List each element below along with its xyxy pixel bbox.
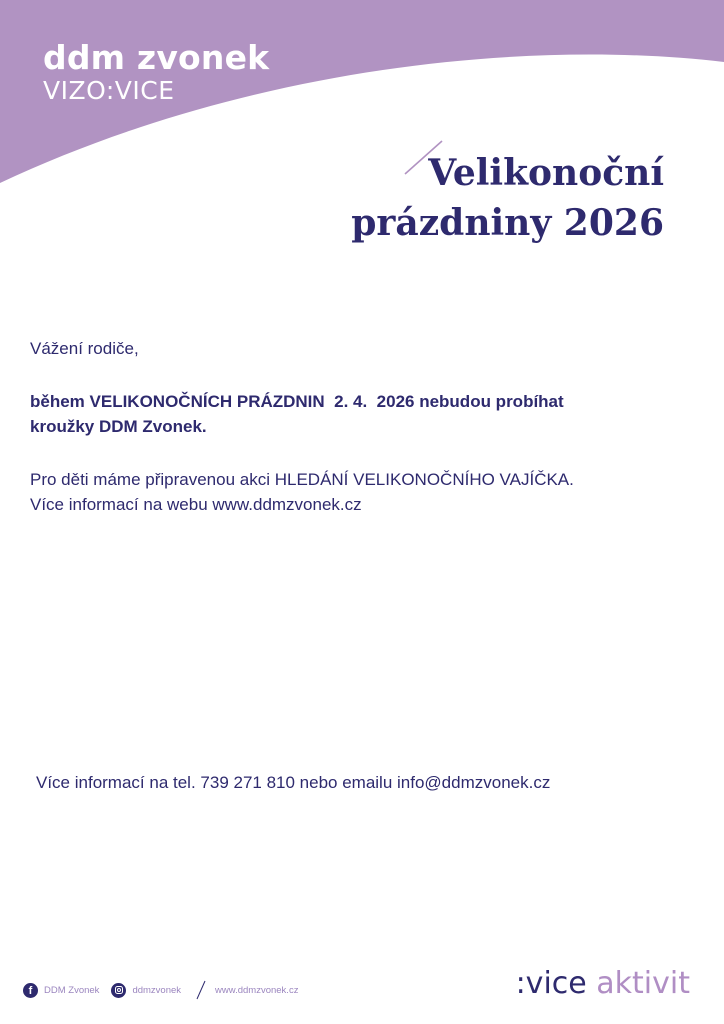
website-label: www.ddmzvonek.cz bbox=[215, 984, 299, 996]
instagram-label: ddmzvonek bbox=[132, 984, 182, 996]
event-info bbox=[30, 467, 670, 517]
brand-name: ddm zvonek bbox=[43, 38, 270, 77]
facebook-icon bbox=[23, 983, 38, 998]
title-line-1: Velikonoční bbox=[428, 152, 664, 194]
footer bbox=[23, 980, 298, 1000]
brand-logo bbox=[43, 40, 269, 104]
logo-part-1: :vice bbox=[515, 966, 587, 1001]
greeting: Vážení rodiče, bbox=[30, 339, 139, 358]
page-title bbox=[351, 148, 664, 248]
facebook-label: DDM Zvonek bbox=[44, 984, 100, 996]
event-info-line-2: Více informací na webu www.ddmzvonek.cz bbox=[30, 495, 362, 514]
holiday-notice-line-2: kroužky DDM Zvonek. bbox=[30, 417, 207, 436]
letter-body bbox=[30, 336, 670, 517]
title-line-2: prázdniny 2026 bbox=[351, 202, 664, 244]
footer-slash-divider bbox=[195, 980, 207, 1000]
logo-part-2: aktivit bbox=[596, 966, 690, 1001]
holiday-notice-line-1: během VELIKONOČNÍCH PRÁZDNIN 2. 4. 2026 nebudou probíhat bbox=[30, 392, 564, 411]
event-info-line-1: Pro děti máme připravenou akci HLEDÁNÍ VELIKONOČNÍHO VAJÍČKA. bbox=[30, 470, 574, 489]
vice-aktivit-logo bbox=[516, 962, 690, 1006]
instagram-icon bbox=[111, 983, 126, 998]
brand-subtitle: VIZO:VICE bbox=[43, 76, 175, 105]
holiday-notice bbox=[30, 389, 670, 439]
contact-info: Více informací na tel. 739 271 810 nebo emailu info@ddmzvonek.cz bbox=[36, 773, 551, 792]
